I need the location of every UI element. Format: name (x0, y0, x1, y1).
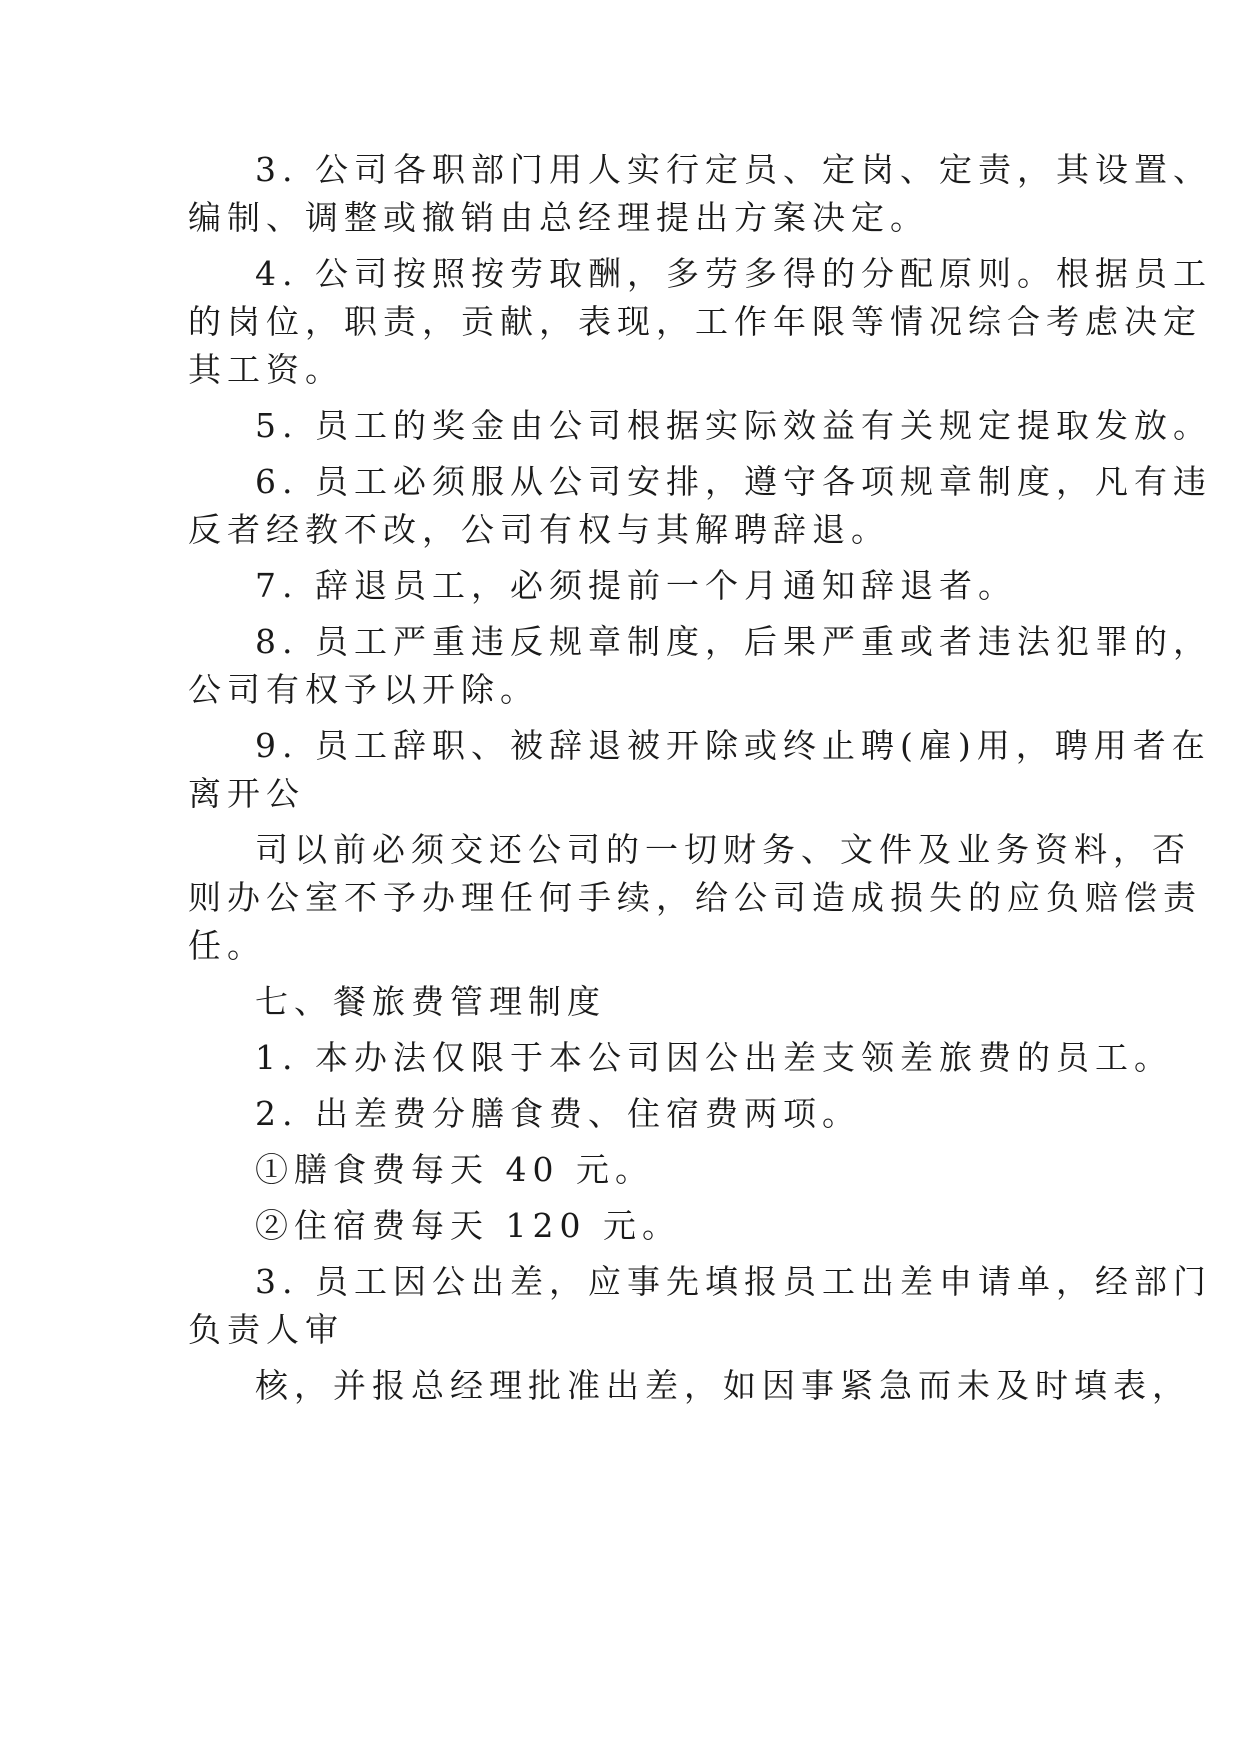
paragraph-6-line-1: 6. 员工必须服从公司安排，遵守各项规章制度，凡有违 (255, 462, 1212, 501)
paragraph-9b-line-1: 司以前必须交还公司的一切财务、文件及业务资料，否 (255, 830, 1191, 869)
paragraph-8-line-1: 8. 员工严重违反规章制度，后果严重或者违法犯罪的， (255, 622, 1212, 661)
paragraph-4-line-1: 4. 公司按照按劳取酬，多劳多得的分配原则。根据员工 (255, 254, 1212, 293)
rule-1-line-1: 1. 本办法仅限于本公司因公出差支领差旅费的员工。 (255, 1038, 1173, 1077)
section-heading: 七、餐旅费管理制度 (255, 982, 606, 1021)
rule-2-line-1: 2. 出差费分膳食费、住宿费两项。 (255, 1094, 861, 1133)
paragraph-3-line-2: 编制、调整或撤销由总经理提出方案决定。 (188, 198, 929, 237)
rule-2-item-lodging: ②住宿费每天 120 元。 (255, 1206, 681, 1245)
paragraph-9-line-1: 9. 员工辞职、被辞退被开除或终止聘(雇)用，聘用者在 (255, 726, 1211, 765)
paragraph-8-line-2: 公司有权予以开除。 (188, 670, 539, 709)
paragraph-7-line-1: 7. 辞退员工，必须提前一个月通知辞退者。 (255, 566, 1017, 605)
paragraph-5-line-1: 5. 员工的奖金由公司根据实际效益有关规定提取发放。 (255, 406, 1212, 445)
rule-3b-line-1: 核，并报总经理批准出差，如因事紧急而未及时填表， (255, 1366, 1191, 1405)
paragraph-9b-line-2: 则办公室不予办理任何手续，给公司造成损失的应负赔偿责 (188, 878, 1202, 917)
paragraph-3-line-1: 3. 公司各职部门用人实行定员、定岗、定责，其设置、 (255, 150, 1212, 189)
rule-2-item-meals: ①膳食费每天 40 元。 (255, 1150, 654, 1189)
rule-3-line-1: 3. 员工因公出差，应事先填报员工出差申请单，经部门 (255, 1262, 1212, 1301)
rule-3-line-2: 负责人审 (188, 1310, 344, 1349)
paragraph-4-line-2: 的岗位，职责，贡献，表现，工作年限等情况综合考虑决定 (188, 302, 1202, 341)
paragraph-9-line-2: 离开公 (188, 774, 305, 813)
paragraph-4-line-3: 其工资。 (188, 350, 344, 389)
paragraph-6-line-2: 反者经教不改，公司有权与其解聘辞退。 (188, 510, 890, 549)
paragraph-9b-line-3: 任。 (188, 926, 266, 965)
